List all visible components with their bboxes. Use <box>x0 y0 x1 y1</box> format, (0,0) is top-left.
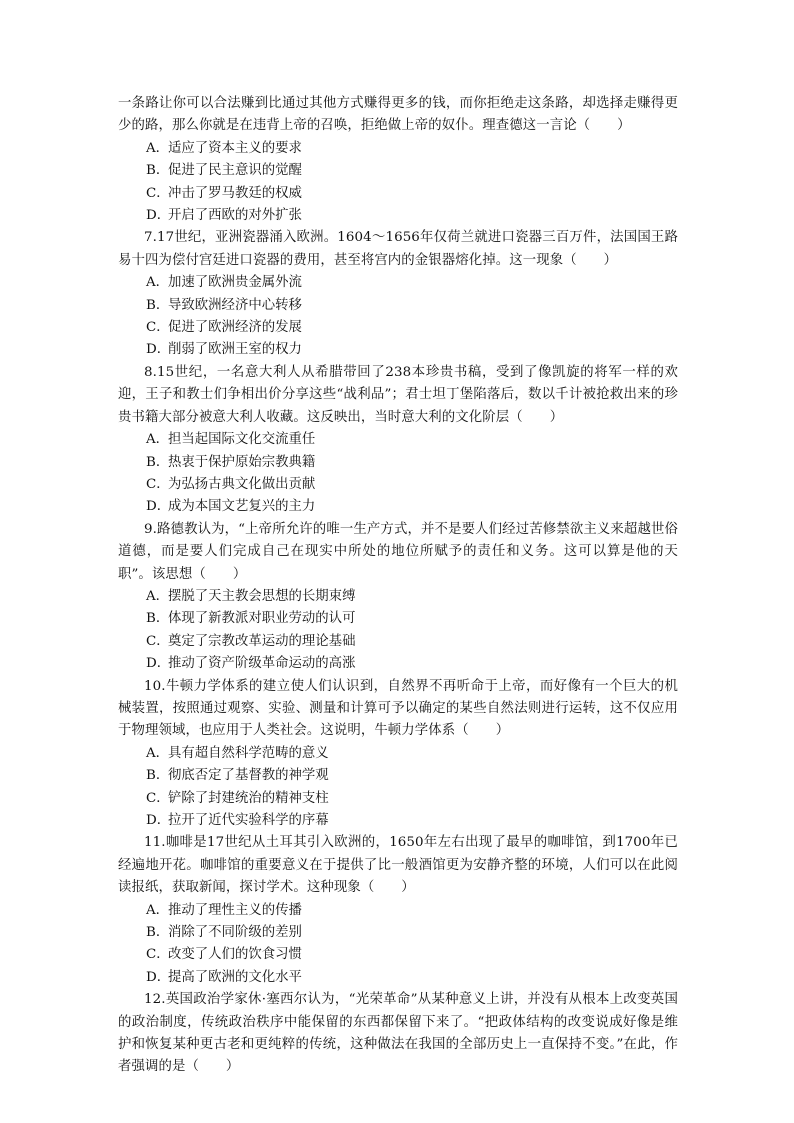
option-d <box>118 205 678 227</box>
option-text: 推动了资产阶级革命运动的高涨 <box>168 656 356 672</box>
option-text: 消除了不同阶级的差别 <box>168 925 302 941</box>
option-a <box>118 272 678 294</box>
option-letter: A． <box>146 745 170 761</box>
option-text: 担当起国际文化交流重任 <box>168 432 316 448</box>
option-d <box>118 496 678 518</box>
option-letter: D． <box>146 969 171 985</box>
option-a <box>118 900 678 922</box>
option-text: 导致欧洲经济中心转移 <box>168 297 302 313</box>
option-a <box>118 429 678 451</box>
option-letter: C． <box>146 790 170 806</box>
option-b <box>118 608 678 630</box>
option-text: 具有超自然科学范畴的意义 <box>168 745 329 761</box>
option-c <box>118 474 678 496</box>
option-text: 冲击了罗马教廷的权威 <box>168 185 302 201</box>
option-text: 摆脱了天主教会思想的长期束缚 <box>168 588 356 604</box>
question-7-stem: 7.17世纪，亚洲瓷器涌入欧洲。1604～1656年仅荷兰就进口瓷器三百万件，法国国王路易十四为偿付宫廷进口瓷器的费用，甚至将宫内的金银器熔化掉。这一现象（ ） <box>118 230 678 268</box>
option-d <box>118 339 678 361</box>
option-letter: C． <box>146 185 170 201</box>
option-letter: D． <box>146 342 171 358</box>
exam-page <box>118 93 678 1079</box>
option-text: 拉开了近代实验科学的序幕 <box>168 813 329 828</box>
question-12-stem: 12.英国政治学家休·塞西尔认为，“光荣革命”从某种意义上讲，并没有从根本上改变英国的政治制度，传统政治秩序中能保留的东西都保留下来了。“把政体结构的改变说成好像是维护和恢复某种更古老和更纯粹的传统，这种做法在我国的全部历史上一直保持不变。”在此，作者强调的是（ ） <box>118 992 678 1075</box>
option-text: 成为本国文艺复兴的主力 <box>168 499 316 515</box>
option-c <box>118 317 678 339</box>
option-text: 热衷于保护原始宗教典籍 <box>168 454 316 470</box>
option-b <box>118 765 678 787</box>
option-b <box>118 160 678 182</box>
option-letter: A． <box>146 588 170 604</box>
option-text: 适应了资本主义的要求 <box>168 140 302 156</box>
option-d <box>118 967 678 989</box>
option-text: 加速了欧洲贵金属外流 <box>168 275 302 291</box>
option-a <box>118 743 678 765</box>
option-letter: A． <box>146 902 170 918</box>
option-text: 体现了新教派对职业劳动的认可 <box>168 611 356 627</box>
option-letter: B． <box>146 454 170 470</box>
option-letter: A． <box>146 275 170 291</box>
option-letter: B． <box>146 297 170 313</box>
option-letter: C． <box>146 476 170 492</box>
option-letter: D． <box>146 208 171 224</box>
option-text: 奠定了宗教改革运动的理论基础 <box>168 633 356 649</box>
option-letter: B． <box>146 611 170 627</box>
option-c <box>118 788 678 810</box>
question-11-stem: 11.咖啡是17世纪从土耳其引入欧洲的，1650年左右出现了最早的咖啡馆，到1700年已经遍地开花。咖啡馆的重要意义在于提供了比一般酒馆更为安静齐整的环境，人们可以在此阅读报纸，获取新闻，探讨学术。这种现象（ ） <box>118 835 678 896</box>
option-text: 削弱了欧洲王室的权力 <box>168 342 302 358</box>
question-8-stem: 8.15世纪，一名意大利人从希腊带回了238本珍贵书稿，受到了像凯旋的将军一样的欢迎，王子和教士们争相出价分享这些“战利品”；君士坦丁堡陷落后，数以千计被抢救出来的珍贵书籍大部分被意大利人收藏。这反映出，当时意大利的文化阶层（ ） <box>118 364 678 425</box>
option-letter: C． <box>146 320 170 336</box>
option-text: 提高了欧洲的文化水平 <box>168 969 302 985</box>
question-9-stem: 9.路德教认为，“上帝所允许的唯一生产方式，并不是要人们经过苦修禁欲主义来超越世俗道德，而是要人们完成自己在现实中所处的地位所赋予的责任和义务。这可以算是他的天职”。该思想（ ） <box>118 521 678 582</box>
option-a <box>118 138 678 160</box>
option-text: 为弘扬古典文化做出贡献 <box>168 476 316 492</box>
option-b <box>118 922 678 944</box>
option-d <box>118 653 678 675</box>
option-letter: A． <box>146 140 170 156</box>
option-text: 铲除了封建统治的精神支柱 <box>168 790 329 806</box>
option-b <box>118 452 678 474</box>
option-text: 开启了西欧的对外扩张 <box>168 208 302 224</box>
option-text: 推动了理性主义的传播 <box>168 902 302 918</box>
option-letter: C． <box>146 633 170 649</box>
option-letter: A． <box>146 432 170 448</box>
question-stem-continued: 一条路让你可以合法赚到比通过其他方式赚得更多的钱，而你拒绝走这条路，却选择走赚得更少的路，那么你就是在违背上帝的召唤，拒绝做上帝的奴仆。理查德这一言论（ ） <box>118 96 678 134</box>
option-letter: B． <box>146 163 170 179</box>
option-letter: B． <box>146 768 170 784</box>
option-text: 彻底否定了基督教的神学观 <box>168 768 329 784</box>
option-letter: C． <box>146 947 170 963</box>
option-text: 促进了欧洲经济的发展 <box>168 320 302 336</box>
option-c <box>118 631 678 653</box>
option-c <box>118 183 678 205</box>
option-letter: D． <box>146 499 171 515</box>
option-a <box>118 586 678 608</box>
option-letter: D． <box>146 813 171 828</box>
option-letter: D． <box>146 656 171 672</box>
option-text: 改变了人们的饮食习惯 <box>168 947 302 963</box>
option-c <box>118 944 678 966</box>
option-d <box>118 810 678 832</box>
option-text: 促进了民主意识的觉醒 <box>168 163 302 179</box>
option-b <box>118 295 678 317</box>
option-letter: B． <box>146 925 170 941</box>
question-10-stem: 10.牛顿力学体系的建立使人们认识到，自然界不再听命于上帝，而好像有一个巨大的机械装置，按照通过观察、实验、测量和计算可予以确定的某些自然法则进行运转，这不仅应用于物理领域，也应用于人类社会。这说明，牛顿力学体系（ ） <box>118 678 678 739</box>
